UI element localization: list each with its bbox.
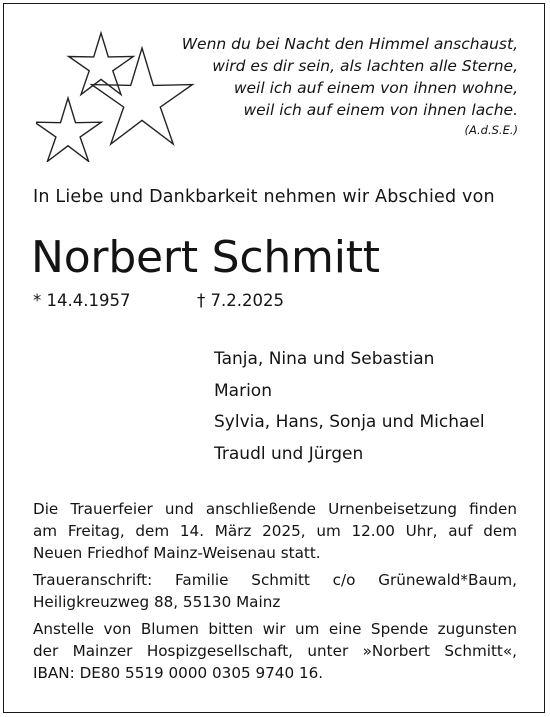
mourner-line: Marion (214, 380, 272, 401)
address-line: Traueranschrift: Familie Schmitt c/o Grünewald*Baum, (33, 571, 517, 589)
address-paragraph (33, 569, 517, 613)
death-date: † 7.2.2025 (197, 291, 284, 310)
mourner-line: Sylvia, Hans, Sonja und Michael (214, 412, 485, 432)
quote-source: (A.d.S.E.) (464, 123, 518, 137)
ceremony-line: am Freitag, dem 14. März 2025, um 12.00 Uhr, auf dem (33, 522, 517, 540)
quote-line: Wenn du bei Nacht den Himmel anschaust, (181, 35, 518, 53)
donation-line: Anstelle von Blumen bitten wir um eine Spende zugunsten (33, 620, 517, 638)
address-line: Heiligkreuzweg 88, 55130 Mainz (33, 593, 281, 611)
donation-line: IBAN: DE80 5519 0000 0305 9740 16. (33, 664, 324, 682)
ceremony-paragraph (33, 498, 517, 564)
funeral-info (33, 498, 517, 689)
star-icon (36, 98, 101, 161)
deceased-name: Norbert Schmitt (31, 232, 380, 283)
ceremony-line: Die Trauerfeier und anschließende Urnenbeisetzung finden (33, 500, 517, 518)
intro-text: In Liebe und Dankbarkeit nehmen wir Abschied von (33, 187, 495, 207)
mourner-line: Traudl und Jürgen (214, 443, 364, 464)
quote (138, 33, 518, 139)
quote-line: weil ich auf einem von ihnen lache. (243, 101, 518, 119)
mourner-line: Tanja, Nina und Sebastian (214, 349, 435, 369)
mourners-list (214, 344, 485, 470)
quote-line: wird es dir sein, als lachten alle Sterne, (212, 57, 518, 75)
quote-line: weil ich auf einem von ihnen wohne, (233, 79, 518, 97)
ceremony-line: Neuen Friedhof Mainz-Weisenau statt. (33, 544, 321, 562)
birth-date: * 14.4.1957 (33, 291, 131, 310)
donation-line: der Mainzer Hospizgesellschaft, unter »Norbert Schmitt«, (33, 642, 517, 660)
donation-paragraph (33, 618, 517, 684)
